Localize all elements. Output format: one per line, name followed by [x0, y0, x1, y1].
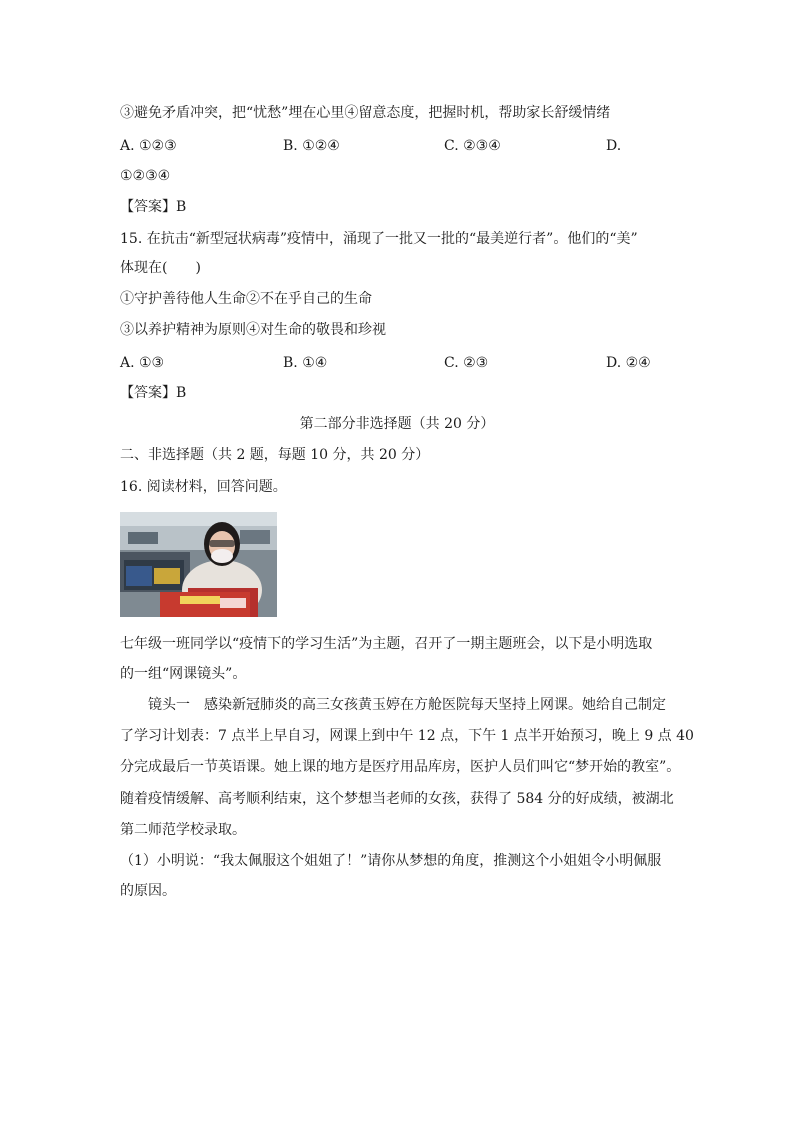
q15-option-c: C. ②③ [444, 355, 489, 371]
q16-intro-line2: 的一组“网课镜头”。 [120, 666, 247, 682]
q14-option-d: D. [606, 138, 622, 154]
material-photo [120, 512, 277, 617]
section-heading: 二、非选择题（共 2 题，每题 10 分，共 20 分） [120, 447, 430, 463]
q16-stem: 16. 阅读材料，回答问题。 [120, 479, 287, 495]
q16-shot1-line4: 随着疫情缓解、高考顺利结束，这个梦想当老师的女孩，获得了 584 分的好成绩，被湖北 [120, 791, 674, 807]
q15-item-line2: ③以养护精神为原则④对生命的敬畏和珍视 [120, 322, 386, 338]
q15-stem-line1: 15. 在抗击“新型冠状病毒”疫情中，涌现了一批又一批的“最美逆行者”。他们的“美” [120, 231, 638, 247]
q15-option-a: A. ①③ [120, 355, 165, 371]
q14-option-c: C. ②③④ [444, 138, 501, 154]
q14-option-b: B. ①②④ [283, 138, 340, 154]
q14-answer: 【答案】B [120, 199, 187, 215]
q16-shot1-line1: 镜头一 感染新冠肺炎的高三女孩黄玉婷在方舱医院每天坚持上网课。她给自己制定 [148, 697, 666, 713]
q14-option-d-text: ①②③④ [120, 168, 171, 184]
q16-shot1-line3: 分完成最后一节英语课。她上课的地方是医疗用品库房，医护人员们叫它“梦开始的教室”。 [120, 759, 681, 775]
q15-stem-line2: 体现在( ) [120, 260, 201, 276]
part2-title: 第二部分非选择题（共 20 分） [299, 416, 495, 432]
q16-shot1-line2: 了学习计划表：7 点半上早自习，网课上到中午 12 点，下午 1 点半开始预习，晚上 9 点 40 [120, 728, 694, 744]
q14-statement-line: ③避免矛盾冲突，把“忧愁”埋在心里④留意态度，把握时机，帮助家长舒缓情绪 [120, 105, 611, 121]
q16-sub1-line1: （1）小明说：“我太佩服这个姐姐了！”请你从梦想的角度，推测这个小姐姐令小明佩服 [120, 853, 662, 869]
q16-sub1-line2: 的原因。 [120, 883, 176, 899]
q15-option-b: B. ①④ [283, 355, 328, 371]
q16-intro-line1: 七年级一班同学以“疫情下的学习生活”为主题，召开了一期主题班会，以下是小明选取 [120, 636, 653, 652]
q15-answer: 【答案】B [120, 385, 187, 401]
q16-shot1-line5: 第二师范学校录取。 [120, 822, 246, 838]
q15-item-line1: ①守护善待他人生命②不在乎自己的生命 [120, 291, 372, 307]
q14-option-a: A. ①②③ [120, 138, 177, 154]
q15-option-d: D. ②④ [606, 355, 651, 371]
